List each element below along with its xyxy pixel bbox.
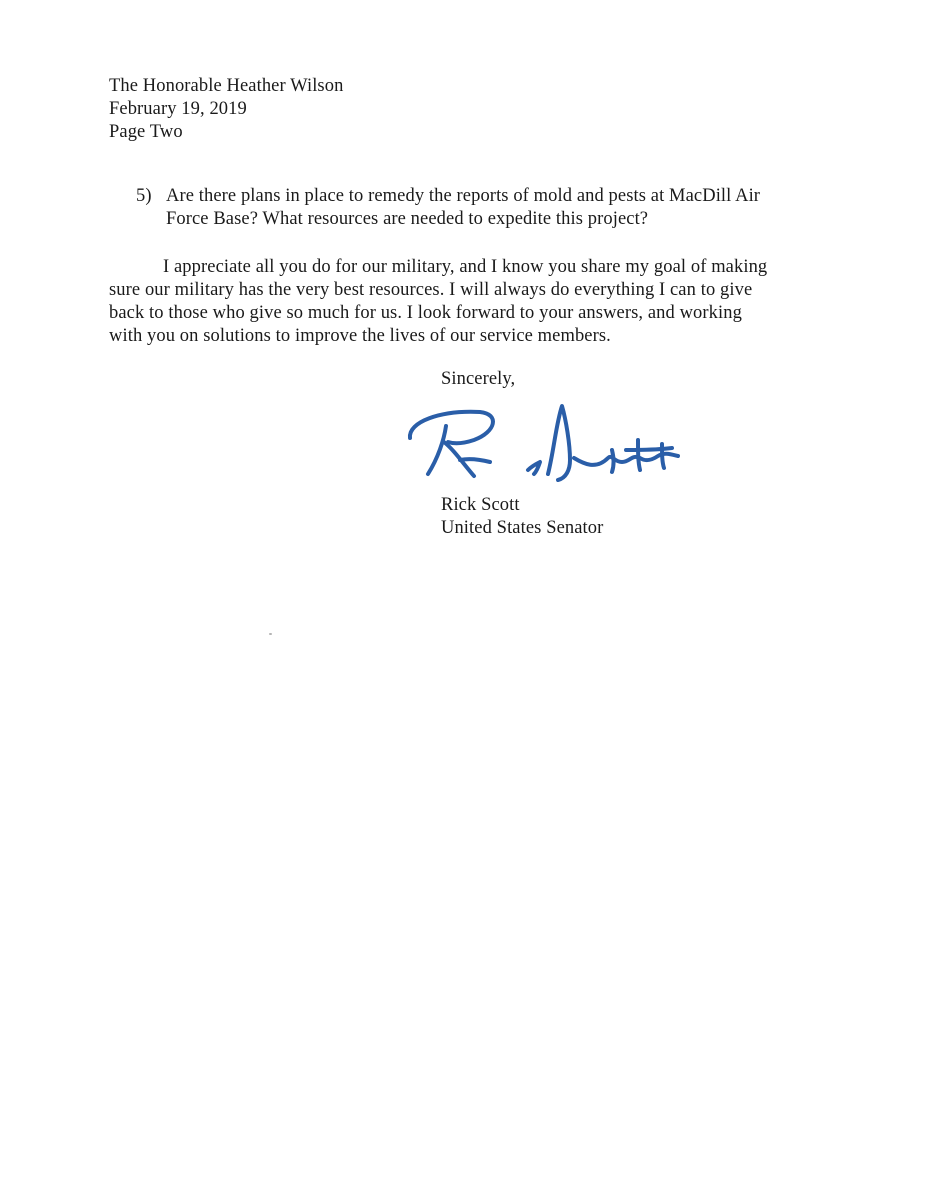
page-label: Page Two [109,122,183,142]
date-line: February 19, 2019 [109,99,247,119]
paragraph-line: back to those who give so much for us. I look forward to your answers, and working [109,303,742,323]
paragraph-line: sure our military has the very best resources. I will always do everything I can to give [109,280,753,300]
closing-salutation: Sincerely, [441,369,516,389]
signer-title: United States Senator [441,518,604,538]
scan-speck [269,633,272,635]
signer-name: Rick Scott [441,495,520,515]
paragraph-line: I appreciate all you do for our military, and I know you share my goal of making [163,257,768,277]
question-text [166,185,836,231]
question-line: Force Base? What resources are needed to expedite this project? [166,209,649,229]
body-paragraph [109,256,829,348]
paragraph-line: with you on solutions to improve the lives of our service members. [109,326,611,346]
signature-strokes [410,406,678,480]
letter-header [109,75,343,144]
signer-block [441,494,603,540]
question-number: 5) [136,186,152,206]
recipient-line: The Honorable Heather Wilson [109,76,344,96]
question-line: Are there plans in place to remedy the reports of mold and pests at MacDill Air [166,186,761,206]
handwritten-signature [400,400,690,490]
